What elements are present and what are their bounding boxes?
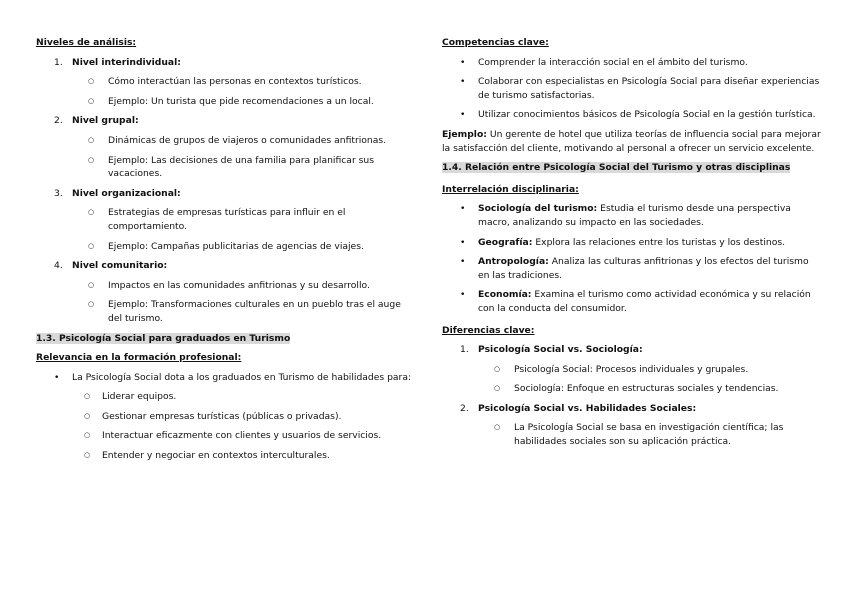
level-number: 1.	[54, 56, 63, 68]
level-sublist	[72, 279, 412, 326]
level-item	[36, 114, 412, 180]
competencias-title: Competencias clave:	[442, 37, 549, 48]
circle-bullet-icon: ○	[84, 411, 91, 420]
disc-bullet-icon: •	[460, 203, 466, 215]
diferencia-sublist	[478, 421, 822, 448]
diferencia-number: 2.	[460, 402, 469, 414]
level-item	[36, 187, 412, 253]
diferencia-sublist	[478, 363, 822, 396]
disc-bullet-icon: •	[460, 289, 466, 301]
list-item: ○ Interactuar eficazmente con clientes y usuarios de servicios.	[84, 430, 382, 442]
level-number: 3.	[54, 187, 63, 199]
relevance-sublist	[66, 390, 412, 462]
level-number: 4.	[54, 260, 63, 272]
level-sublist	[72, 75, 412, 108]
relevance-list	[36, 371, 412, 463]
circle-bullet-icon: ○	[494, 364, 501, 373]
circle-bullet-icon: ○	[494, 423, 501, 432]
levels-list	[36, 56, 412, 326]
list-item: ○ Gestionar empresas turísticas (públicas o privadas).	[84, 410, 342, 422]
level-sublist	[72, 206, 412, 253]
diferencia-item	[442, 343, 822, 396]
list-item: ○ Sociología: Enfoque en estructuras sociales y tendencias.	[494, 383, 779, 395]
list-item: ○ Ejemplo: Un turista que pide recomendaciones a un local.	[88, 95, 374, 107]
section-14-title: 1.4. Relación entre Psicología Social del Turismo y otras disciplinas	[442, 162, 791, 174]
level-number: 2.	[54, 115, 63, 127]
right-column	[442, 36, 822, 449]
disc-bullet-icon: •	[460, 256, 466, 268]
level-sublist	[72, 134, 412, 181]
list-item: • Comprender la interacción social en el ámbito del turismo.	[460, 56, 748, 68]
circle-bullet-icon: ○	[84, 392, 91, 401]
disc-bullet-icon: •	[460, 109, 466, 121]
example-text: Un gerente de hotel que utiliza teorías de influencia social para mejorar la satisfacción del cliente, motivando al personal a ofrecer un servicio excelente.	[442, 128, 821, 154]
level-heading: Nivel organizacional:	[72, 187, 181, 199]
list-item: • Sociología del turismo: Estudia el turismo desde una perspectiva macro, analizando su impacto en las sociedades.	[460, 203, 791, 228]
list-item	[36, 371, 412, 463]
section-13-title: 1.3. Psicología Social para graduados en Turismo	[36, 332, 291, 344]
list-item: ○ Psicología Social: Procesos individuales y grupales.	[494, 363, 749, 375]
example-label: Ejemplo:	[442, 128, 487, 140]
circle-bullet-icon: ○	[88, 241, 95, 250]
circle-bullet-icon: ○	[88, 208, 95, 217]
level-heading: Nivel comunitario:	[72, 260, 168, 272]
diferencia-heading: Psicología Social vs. Habilidades Sociales:	[478, 402, 697, 414]
circle-bullet-icon: ○	[88, 300, 95, 309]
list-item: ○ Liderar equipos.	[84, 391, 177, 403]
circle-bullet-icon: ○	[88, 135, 95, 144]
level-item	[36, 56, 412, 109]
list-item: • Economía: Examina el turismo como actividad económica y su relación con la conducta del consumidor.	[460, 289, 811, 314]
list-item: ○ Impactos en las comunidades anfitrionas y su desarrollo.	[88, 279, 370, 291]
disc-bullet-icon: •	[460, 56, 466, 68]
list-item: • Utilizar conocimientos básicos de Psicología Social en la gestión turística.	[460, 109, 816, 121]
diferencia-heading: Psicología Social vs. Sociología:	[478, 344, 643, 356]
circle-bullet-icon: ○	[88, 280, 95, 289]
disciplinas-list	[442, 202, 822, 315]
list-item: ○ Entender y negociar en contextos interculturales.	[84, 450, 330, 462]
list-item: ○ Ejemplo: Transformaciones culturales en un pueblo tras el auge del turismo.	[88, 299, 401, 324]
relevance-intro: La Psicología Social dota a los graduados en Turismo de habilidades para:	[72, 371, 412, 383]
level-heading: Nivel grupal:	[72, 115, 139, 127]
circle-bullet-icon: ○	[88, 96, 95, 105]
example-paragraph	[442, 128, 822, 155]
disc-bullet-icon: •	[54, 371, 60, 383]
circle-bullet-icon: ○	[88, 77, 95, 86]
diferencias-list	[442, 343, 822, 449]
list-item: ○ Cómo interactúan las personas en contextos turísticos.	[88, 76, 362, 88]
level-item	[36, 259, 412, 325]
circle-bullet-icon: ○	[84, 451, 91, 460]
diferencias-title: Diferencias clave:	[442, 324, 535, 336]
list-item: ○ Estrategias de empresas turísticas para influir en el comportamiento.	[88, 207, 346, 232]
list-item: ○ La Psicología Social se basa en investigación científica; las habilidades sociales son su aplicación práctica.	[494, 422, 784, 448]
left-column	[36, 36, 412, 463]
competencias-list	[442, 56, 822, 122]
levels-title: Niveles de análisis:	[36, 37, 137, 48]
disc-bullet-icon: •	[460, 76, 466, 88]
diferencia-item	[442, 402, 822, 449]
relevance-title: Relevancia en la formación profesional:	[36, 352, 242, 364]
list-item: • Antropología: Analiza las culturas anfitrionas y los efectos del turismo en las tradiciones.	[460, 256, 809, 281]
disc-bullet-icon: •	[460, 236, 466, 248]
diferencia-number: 1.	[460, 344, 469, 356]
interrelacion-title: Interrelación disciplinaria:	[442, 183, 579, 195]
list-item: • Geografía: Explora las relaciones entre los turistas y los destinos.	[460, 236, 786, 248]
level-heading: Nivel interindividual:	[72, 56, 181, 68]
circle-bullet-icon: ○	[494, 384, 501, 393]
circle-bullet-icon: ○	[88, 155, 95, 164]
list-item: ○ Ejemplo: Las decisiones de una familia para planificar sus vacaciones.	[88, 154, 375, 180]
list-item: ○ Dinámicas de grupos de viajeros o comunidades anfitrionas.	[88, 134, 387, 146]
circle-bullet-icon: ○	[84, 431, 91, 440]
list-item: • Colaborar con especialistas en Psicología Social para diseñar experiencias de turismo satisfactorias.	[460, 76, 820, 101]
list-item: ○ Ejemplo: Campañas publicitarias de agencias de viajes.	[88, 240, 364, 252]
